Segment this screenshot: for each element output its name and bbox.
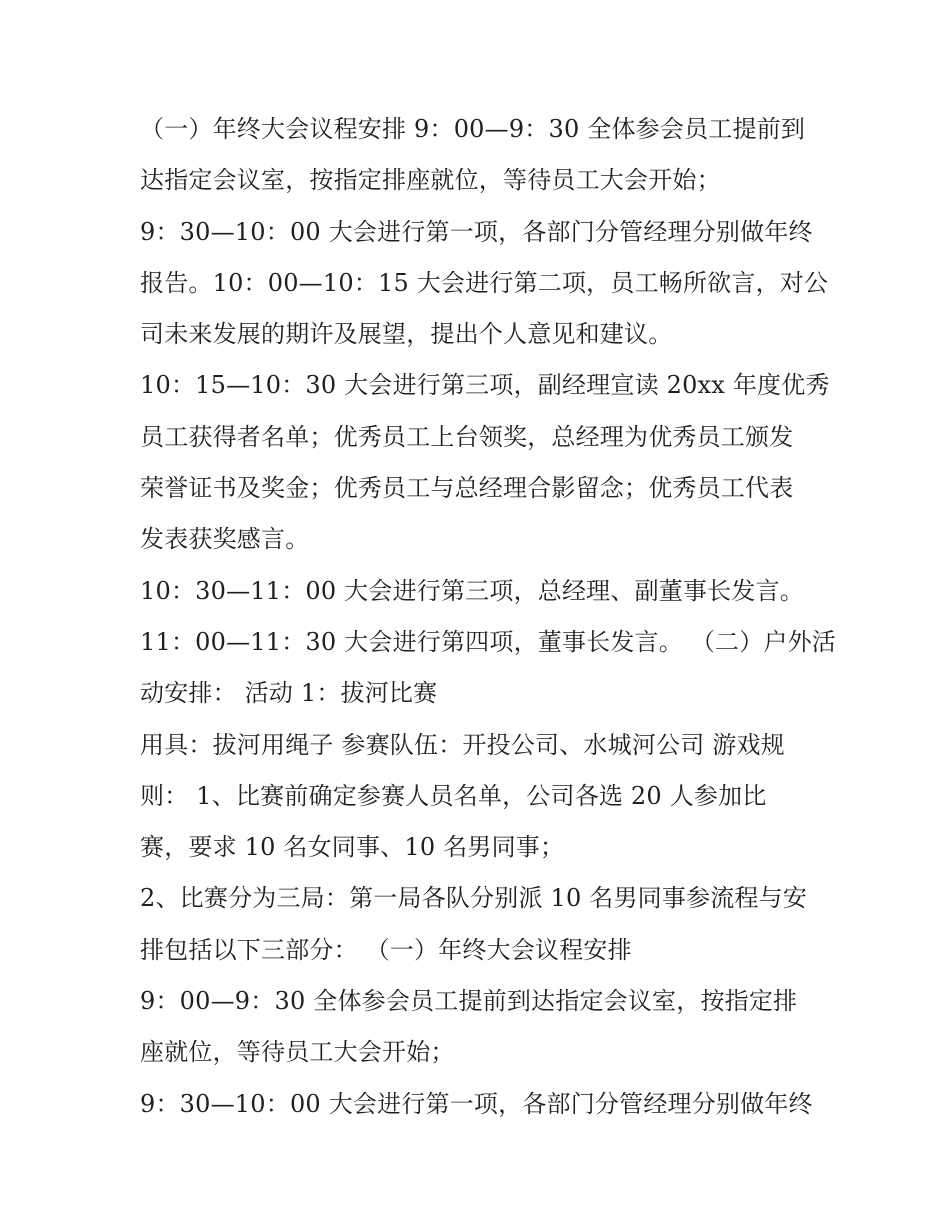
text-line: 报告。10：00—10：15 大会进行第二项，员工畅所欲言，对公 [140,268,829,297]
text-line: （一）年终大会议程安排 9：00—9：30 全体参会员工提前到 [140,115,806,143]
text-line: 2、比赛分为三局：第一局各队分别派 10 名男同事参流程与安 [140,884,808,913]
body-text [140,104,837,1130]
text-line: 发表获奖感言。 [140,525,310,554]
text-line: 9：30—10：00 大会进行第一项，各部门分管经理分别做年终 [140,217,813,246]
text-line: 10：15—10：30 大会进行第三项，副经理宣读 20xx 年度优秀 [140,371,830,400]
text-line: 排包括以下三部分： （一）年终大会议程安排 [140,935,632,964]
text-line: 荣誉证书及奖金；优秀员工与总经理合影留念；优秀员工代表 [140,474,794,503]
text-line: 达指定会议室，按指定排座就位，等待员工大会开始； [140,166,721,195]
text-line: 9：30—10：00 大会进行第一项，各部门分管经理分别做年终 [140,1089,813,1118]
text-line: 座就位，等待员工大会开始； [140,1038,455,1067]
text-line: 9：00—9：30 全体参会员工提前到达指定会议室，按指定排 [140,987,798,1016]
text-line: 11：00—11：30 大会进行第四项，董事长发言。 （二）户外活 [140,627,837,656]
text-line: 员工获得者名单；优秀员工上台领奖，总经理为优秀员工颁发 [140,422,794,451]
text-line: 10：30—11：00 大会进行第三项，总经理、副董事长发言。 [140,576,804,605]
text-line: 则： 1、比赛前确定参赛人员名单，公司各选 20 人参加比 [140,781,767,810]
text-line: 赛，要求 10 名女同事、10 名男同事； [140,833,565,862]
text-line: 动安排： 活动 1：拔河比赛 [140,679,438,708]
text-line: 用具：拔河用绳子 参赛队伍：开投公司、水城河公司 游戏规 [140,730,785,759]
text-line: 司未来发展的期许及展望，提出个人意见和建议。 [140,320,673,349]
